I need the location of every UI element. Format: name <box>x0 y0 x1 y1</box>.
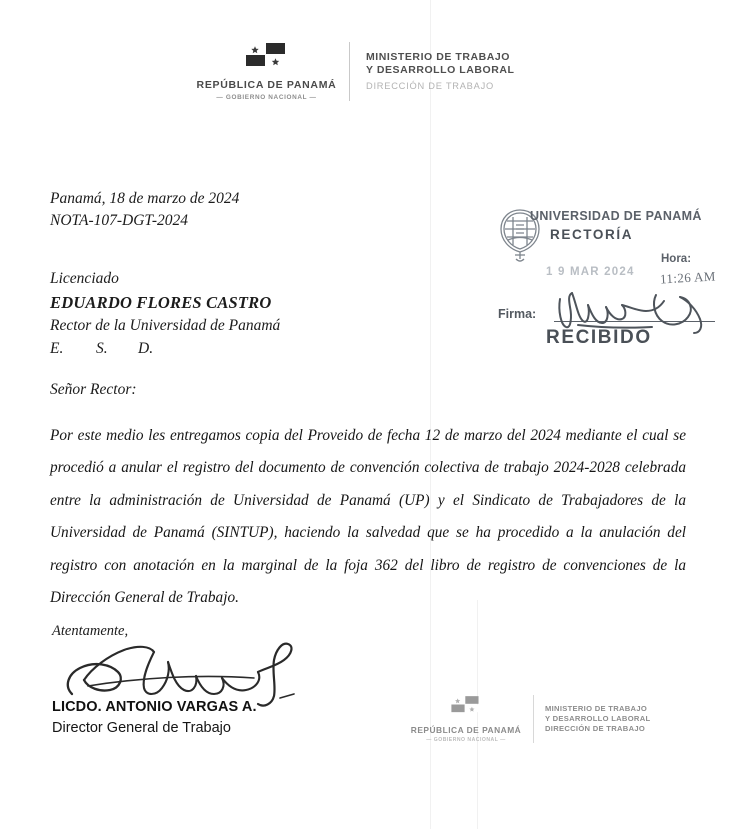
letterhead-country-block <box>196 42 349 101</box>
received-stamp <box>494 203 726 355</box>
letter-reference-number: NOTA-107-DGT-2024 <box>50 212 189 230</box>
letterhead-ministry-block <box>350 51 514 93</box>
stamp-firma-label: Firma: <box>498 307 537 321</box>
footer-ministry-line-1: MINISTERIO DE TRABAJO <box>545 704 648 714</box>
signer-name: LICDO. ANTONIO VARGAS A. <box>52 699 257 715</box>
addressee-title: Licenciado <box>50 270 119 287</box>
footer-ministry-block <box>534 704 650 734</box>
esd-e: E. <box>50 339 64 357</box>
letterhead-footer <box>408 695 650 743</box>
footer-government-label: — GOBIERNO NACIONAL — <box>426 737 506 743</box>
letterhead-header <box>196 42 514 101</box>
footer-ministry-line-2: Y DESARROLLO LABORAL <box>545 714 651 724</box>
letter-salutation: Señor Rector: <box>50 381 137 398</box>
letterhead-government-label: — GOBIERNO NACIONAL — <box>216 94 317 101</box>
stamp-status-label: RECIBIDO <box>546 327 652 348</box>
footer-country-label: REPÚBLICA DE PANAMÁ <box>410 725 522 735</box>
ministry-line-2: Y DESARROLLO LABORAL <box>366 64 515 77</box>
footer-country-block <box>408 695 533 743</box>
letter-closing: Atentamente, <box>52 623 129 639</box>
esd-s: S. <box>96 339 108 357</box>
ministry-department-label: DIRECCIÓN DE TRABAJO <box>366 81 494 92</box>
panama-flag-icon <box>408 695 524 719</box>
stamp-firma-rule <box>554 321 715 322</box>
addressee-esd-line <box>50 338 280 361</box>
letterhead-country-label: REPÚBLICA DE PANAMÁ <box>196 79 337 91</box>
stamp-university-label: UNIVERSIDAD DE PANAMÁ <box>530 209 702 223</box>
date-reference-block <box>50 188 239 233</box>
letter-place-date: Panamá, 18 de marzo de 2024 <box>50 190 240 207</box>
stamp-hora-label: Hora: <box>661 253 692 265</box>
addressee-block <box>50 268 280 361</box>
signer-title: Director General de Trabajo <box>52 720 231 736</box>
addressee-name: EDUARDO FLORES CASTRO <box>50 292 272 312</box>
letter-body: Por este medio les entregamos copia del Proveido de fecha 12 de marzo del 2024 mediante el cual se procedió a anular el registro del documento de convención colectiva de trabajo 2024-2028 celebrada entre la administración de Universidad de Panamá (UP) y el Sindicato de Trabajadores de la Universidad de Panamá (SINTUP), haciendo la salvedad que se ha procedido a la anulación del registro con anotación en la marginal de la foja 362 del libro de registro de convenciones de la Dirección General de Trabajo. <box>50 427 686 607</box>
ministry-line-1: MINISTERIO DE TRABAJO <box>366 50 510 63</box>
footer-department-label: DIRECCIÓN DE TRABAJO <box>545 723 646 733</box>
esd-d: D. <box>138 339 154 357</box>
stamp-hora-value: 11:26 AM <box>659 268 717 287</box>
panama-flag-icon <box>196 42 337 73</box>
stamp-date-received: 1 9 MAR 2024 <box>546 266 635 278</box>
stamp-office-label: RECTORÍA <box>550 227 634 242</box>
addressee-position: Rector de la Universidad de Panamá <box>50 317 281 335</box>
